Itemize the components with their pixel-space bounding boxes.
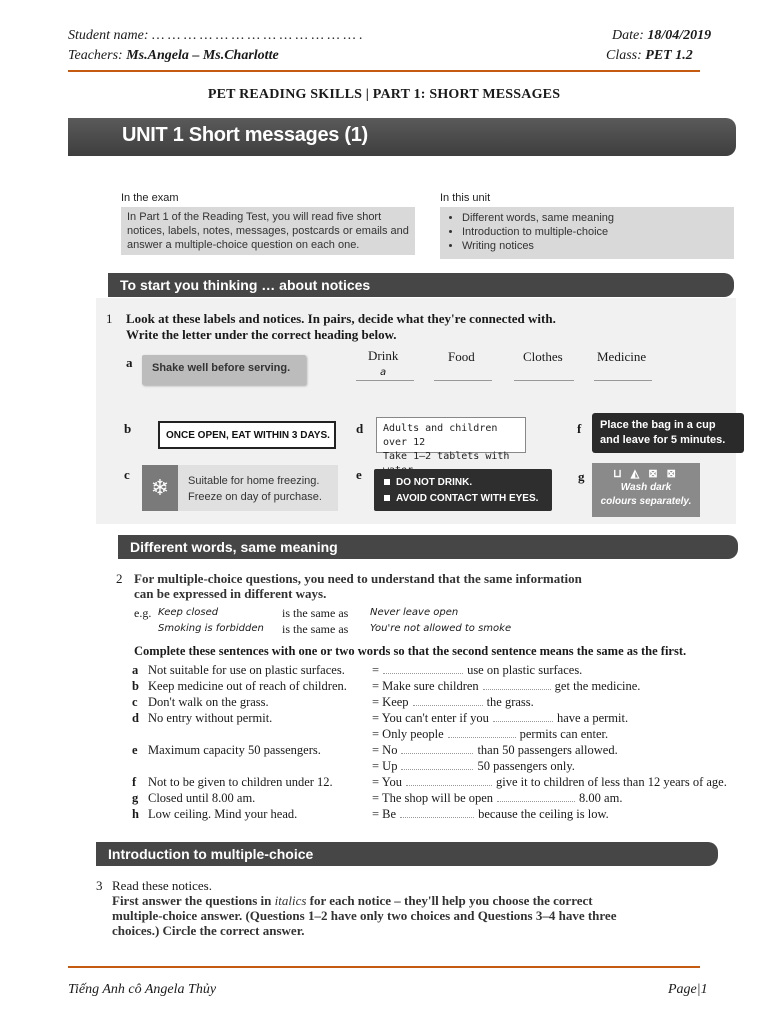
list-item: • Writing notices xyxy=(462,239,728,253)
answer-blank[interactable] xyxy=(483,679,551,690)
item-rewrite xyxy=(372,759,575,774)
item-letter: d xyxy=(132,711,139,725)
rewrite-start: = You can't enter if you xyxy=(372,711,489,725)
item-letter: a xyxy=(132,663,139,677)
q3-line-3: multiple-choice answer. (Questions 1–2 have only two choices and Questions 3–4 have three xyxy=(112,908,617,923)
in-this-unit-heading: In this unit xyxy=(440,192,491,204)
answer-blank[interactable] xyxy=(448,727,516,738)
rewrite-start: = Up xyxy=(372,759,398,773)
item-original xyxy=(132,775,333,790)
item-sentence: Closed until 8.00 am. xyxy=(148,791,256,805)
drink-answer: a xyxy=(380,367,387,378)
section-title: Different words, same meaning xyxy=(130,539,338,555)
bullet-square-icon xyxy=(384,479,390,485)
eg2-right: You're not allowed to smoke xyxy=(370,623,512,634)
notice-a-text: Shake well before serving. xyxy=(152,362,291,374)
rewrite-end: because the ceiling is low. xyxy=(478,807,609,821)
rewrite-start: = xyxy=(372,663,380,677)
notice-a xyxy=(142,355,306,385)
item-original xyxy=(132,663,345,678)
rewrite-start: = No xyxy=(372,743,398,757)
rewrite-end: the grass. xyxy=(486,695,534,709)
heading-drink: Drink xyxy=(368,348,399,363)
heading-clothes: Clothes xyxy=(523,349,563,364)
unit-title-bar xyxy=(68,118,736,156)
eg1-left: Keep closed xyxy=(158,607,219,618)
q3-line-2-italic: italics xyxy=(274,893,307,908)
notice-d-label: d xyxy=(356,421,364,436)
q3-line-2-post: for each notice – they'll help you choose the correct xyxy=(309,893,593,908)
rewrite-start: = The shop will be open xyxy=(372,791,494,805)
rewrite-end: give it to children of less than 12 years of age. xyxy=(496,775,727,789)
footer-left: Tiếng Anh cô Angela Thủy xyxy=(68,982,217,997)
notice-e-label: e xyxy=(356,467,362,482)
in-this-unit-box xyxy=(440,207,734,259)
unit-title: UNIT 1 Short messages (1) xyxy=(122,124,368,146)
footer-rule xyxy=(68,966,700,968)
item-rewrite xyxy=(372,727,608,742)
section-bar-different-words xyxy=(118,535,738,559)
answer-blank[interactable] xyxy=(493,711,553,722)
eg2-left: Smoking is forbidden xyxy=(158,623,264,634)
item-rewrite xyxy=(372,679,640,694)
item-original xyxy=(132,711,272,726)
item-sentence: Keep medicine out of reach of children. xyxy=(148,679,347,693)
date-label: Date: xyxy=(612,28,644,43)
item-letter: e xyxy=(132,743,138,757)
notice-f-line-2: and leave for 5 minutes. xyxy=(600,434,726,446)
laundry-symbols-icon: ⊔ ◭ ⊠ ⊠ xyxy=(613,468,679,480)
q2-intro-line-1: For multiple-choice questions, you need to understand that the same information xyxy=(134,571,582,586)
student-name-dots: … … … … … … … … … … … … … . xyxy=(151,28,363,43)
rewrite-start: = Only people xyxy=(372,727,444,741)
notice-f-label: f xyxy=(577,421,582,436)
header-rule xyxy=(68,70,700,72)
notice-e xyxy=(374,469,552,511)
item-letter: h xyxy=(132,807,139,821)
list-item: • Different words, same meaning xyxy=(462,211,728,225)
item-letter: c xyxy=(132,695,138,709)
notice-c-line-1: Suitable for home freezing. xyxy=(188,475,320,487)
item-original xyxy=(132,791,255,806)
item-sentence: Maximum capacity 50 passengers. xyxy=(148,743,321,757)
notice-b xyxy=(158,421,336,449)
teachers-field xyxy=(68,48,279,64)
eg1-right: Never leave open xyxy=(370,607,459,618)
notice-e-row-2 xyxy=(384,491,552,507)
item-sentence: Don't walk on the grass. xyxy=(148,695,269,709)
q3-line-4: choices.) Circle the correct answer. xyxy=(112,923,305,938)
class-label: Class: xyxy=(606,48,642,63)
item-original xyxy=(132,695,269,710)
teachers-label: Teachers: xyxy=(68,48,123,63)
rewrite-end: 50 passengers only. xyxy=(477,759,575,773)
q3-line-2-pre: First answer the questions in xyxy=(112,893,272,908)
rewrite-end: get the medicine. xyxy=(554,679,641,693)
item-sentence: Not suitable for use on plastic surfaces. xyxy=(148,663,345,677)
notice-c xyxy=(142,465,338,511)
answer-blank[interactable] xyxy=(401,743,473,754)
item-sentence: Low ceiling. Mind your head. xyxy=(148,807,298,821)
notice-e-row-1 xyxy=(384,475,552,491)
food-blank[interactable] xyxy=(434,380,492,381)
heading-food: Food xyxy=(448,349,475,364)
clothes-blank[interactable] xyxy=(514,380,574,381)
rewrite-end: use on plastic surfaces. xyxy=(467,663,583,677)
notice-c-line-2: Freeze on day of purchase. xyxy=(188,491,322,503)
question-1-line-2: Write the letter under the correct heading below. xyxy=(126,327,397,342)
rewrite-start: = Keep xyxy=(372,695,409,709)
notice-g-line-2: colours separately. xyxy=(600,496,692,507)
answer-blank[interactable] xyxy=(413,695,483,706)
in-the-exam-text: In Part 1 of the Reading Test, you will read five short notices, labels, notes, messages, postcards or emails and answer a multiple-choice question on each one. xyxy=(127,211,409,251)
notice-e-line-2: AVOID CONTACT WITH EYES. xyxy=(396,493,539,504)
item-rewrite xyxy=(372,743,618,758)
rewrite-start: = You xyxy=(372,775,402,789)
question-number: 2 xyxy=(116,571,123,586)
item-rewrite xyxy=(372,791,622,806)
q3-line-1: Read these notices. xyxy=(112,878,212,893)
footer-page-number: Page|1 xyxy=(668,982,708,997)
question-number: 3 xyxy=(96,878,103,893)
rewrite-start: = Be xyxy=(372,807,397,821)
notice-f-line-1: Place the bag in a cup xyxy=(600,419,716,431)
item-rewrite xyxy=(372,775,727,790)
q2-instruction: Complete these sentences with one or two words so that the second sentence means the same as the first. xyxy=(134,644,687,658)
item-rewrite xyxy=(372,663,582,678)
eg-label: e.g. xyxy=(134,606,152,620)
section-bar-notices xyxy=(108,273,734,297)
student-name-field xyxy=(68,28,363,44)
notice-g-label: g xyxy=(578,469,585,484)
rewrite-end: than 50 passengers allowed. xyxy=(477,743,618,757)
notice-g xyxy=(592,463,700,517)
answer-blank[interactable] xyxy=(400,807,474,818)
item-original xyxy=(132,679,347,694)
snowflake-icon: ❄ xyxy=(142,465,178,511)
item-sentence: Not to be given to children under 12. xyxy=(148,775,333,789)
answer-blank[interactable] xyxy=(401,759,473,770)
answer-blank[interactable] xyxy=(497,791,575,802)
heading-medicine: Medicine xyxy=(597,349,647,364)
item-original xyxy=(132,727,148,742)
item-sentence: No entry without permit. xyxy=(148,711,273,725)
item-letter: f xyxy=(132,775,137,789)
list-item: • Introduction to multiple-choice xyxy=(462,225,728,239)
notice-d-line-1: Adults and children over 12 xyxy=(383,423,498,448)
q2-intro-line-2: can be expressed in different ways. xyxy=(134,586,327,601)
drink-blank[interactable] xyxy=(356,380,414,381)
section-title: To start you thinking … about notices xyxy=(120,277,371,293)
class-value: PET 1.2 xyxy=(645,48,693,63)
question-number: 1 xyxy=(106,311,113,326)
eg2-same: is the same as xyxy=(282,622,349,636)
teachers-value: Ms.Angela – Ms.Charlotte xyxy=(126,48,279,63)
date-field xyxy=(612,28,711,44)
notice-e-line-1: DO NOT DRINK. xyxy=(396,477,473,488)
notice-b-text: ONCE OPEN, EAT WITHIN 3 DAYS. xyxy=(166,430,330,441)
notice-a-label: a xyxy=(126,355,133,370)
item-original xyxy=(132,807,297,822)
rewrite-end: permits can enter. xyxy=(519,727,609,741)
item-original xyxy=(132,759,148,774)
student-name-label: Student name: xyxy=(68,28,149,43)
notice-b-label: b xyxy=(124,421,132,436)
page-title: PET READING SKILLS | PART 1: SHORT MESSAGES xyxy=(207,87,561,102)
item-original xyxy=(132,743,321,758)
medicine-blank[interactable] xyxy=(594,380,652,381)
in-the-exam-heading: In the exam xyxy=(121,192,179,204)
q3-line-2 xyxy=(112,893,593,909)
item-rewrite xyxy=(372,695,534,710)
question-1-line-1: Look at these labels and notices. In pairs, decide what they're connected with. xyxy=(126,311,556,326)
rewrite-start: = Make sure children xyxy=(372,679,479,693)
section-title: Introduction to multiple-choice xyxy=(108,846,314,862)
notice-f xyxy=(592,413,744,453)
item-letter: b xyxy=(132,679,139,693)
rewrite-end: have a permit. xyxy=(556,711,629,725)
in-the-exam-box xyxy=(121,207,415,255)
answer-blank[interactable] xyxy=(406,775,492,786)
notice-d xyxy=(376,417,526,462)
class-field xyxy=(606,48,693,64)
item-letter: g xyxy=(132,791,139,805)
notice-g-line-1: Wash dark xyxy=(620,482,672,493)
item-rewrite xyxy=(372,807,609,822)
in-this-unit-list xyxy=(446,211,728,253)
bullet-square-icon xyxy=(384,495,390,501)
answer-blank[interactable] xyxy=(383,663,463,674)
item-rewrite xyxy=(372,711,628,726)
notice-d-line-2: Take 1–2 tablets with xyxy=(383,451,510,462)
rewrite-end: 8.00 am. xyxy=(579,791,623,805)
notice-c-label: c xyxy=(124,467,130,482)
date-value: 18/04/2019 xyxy=(647,28,712,43)
section-bar-multiple-choice xyxy=(96,842,718,866)
eg1-same: is the same as xyxy=(282,606,349,620)
